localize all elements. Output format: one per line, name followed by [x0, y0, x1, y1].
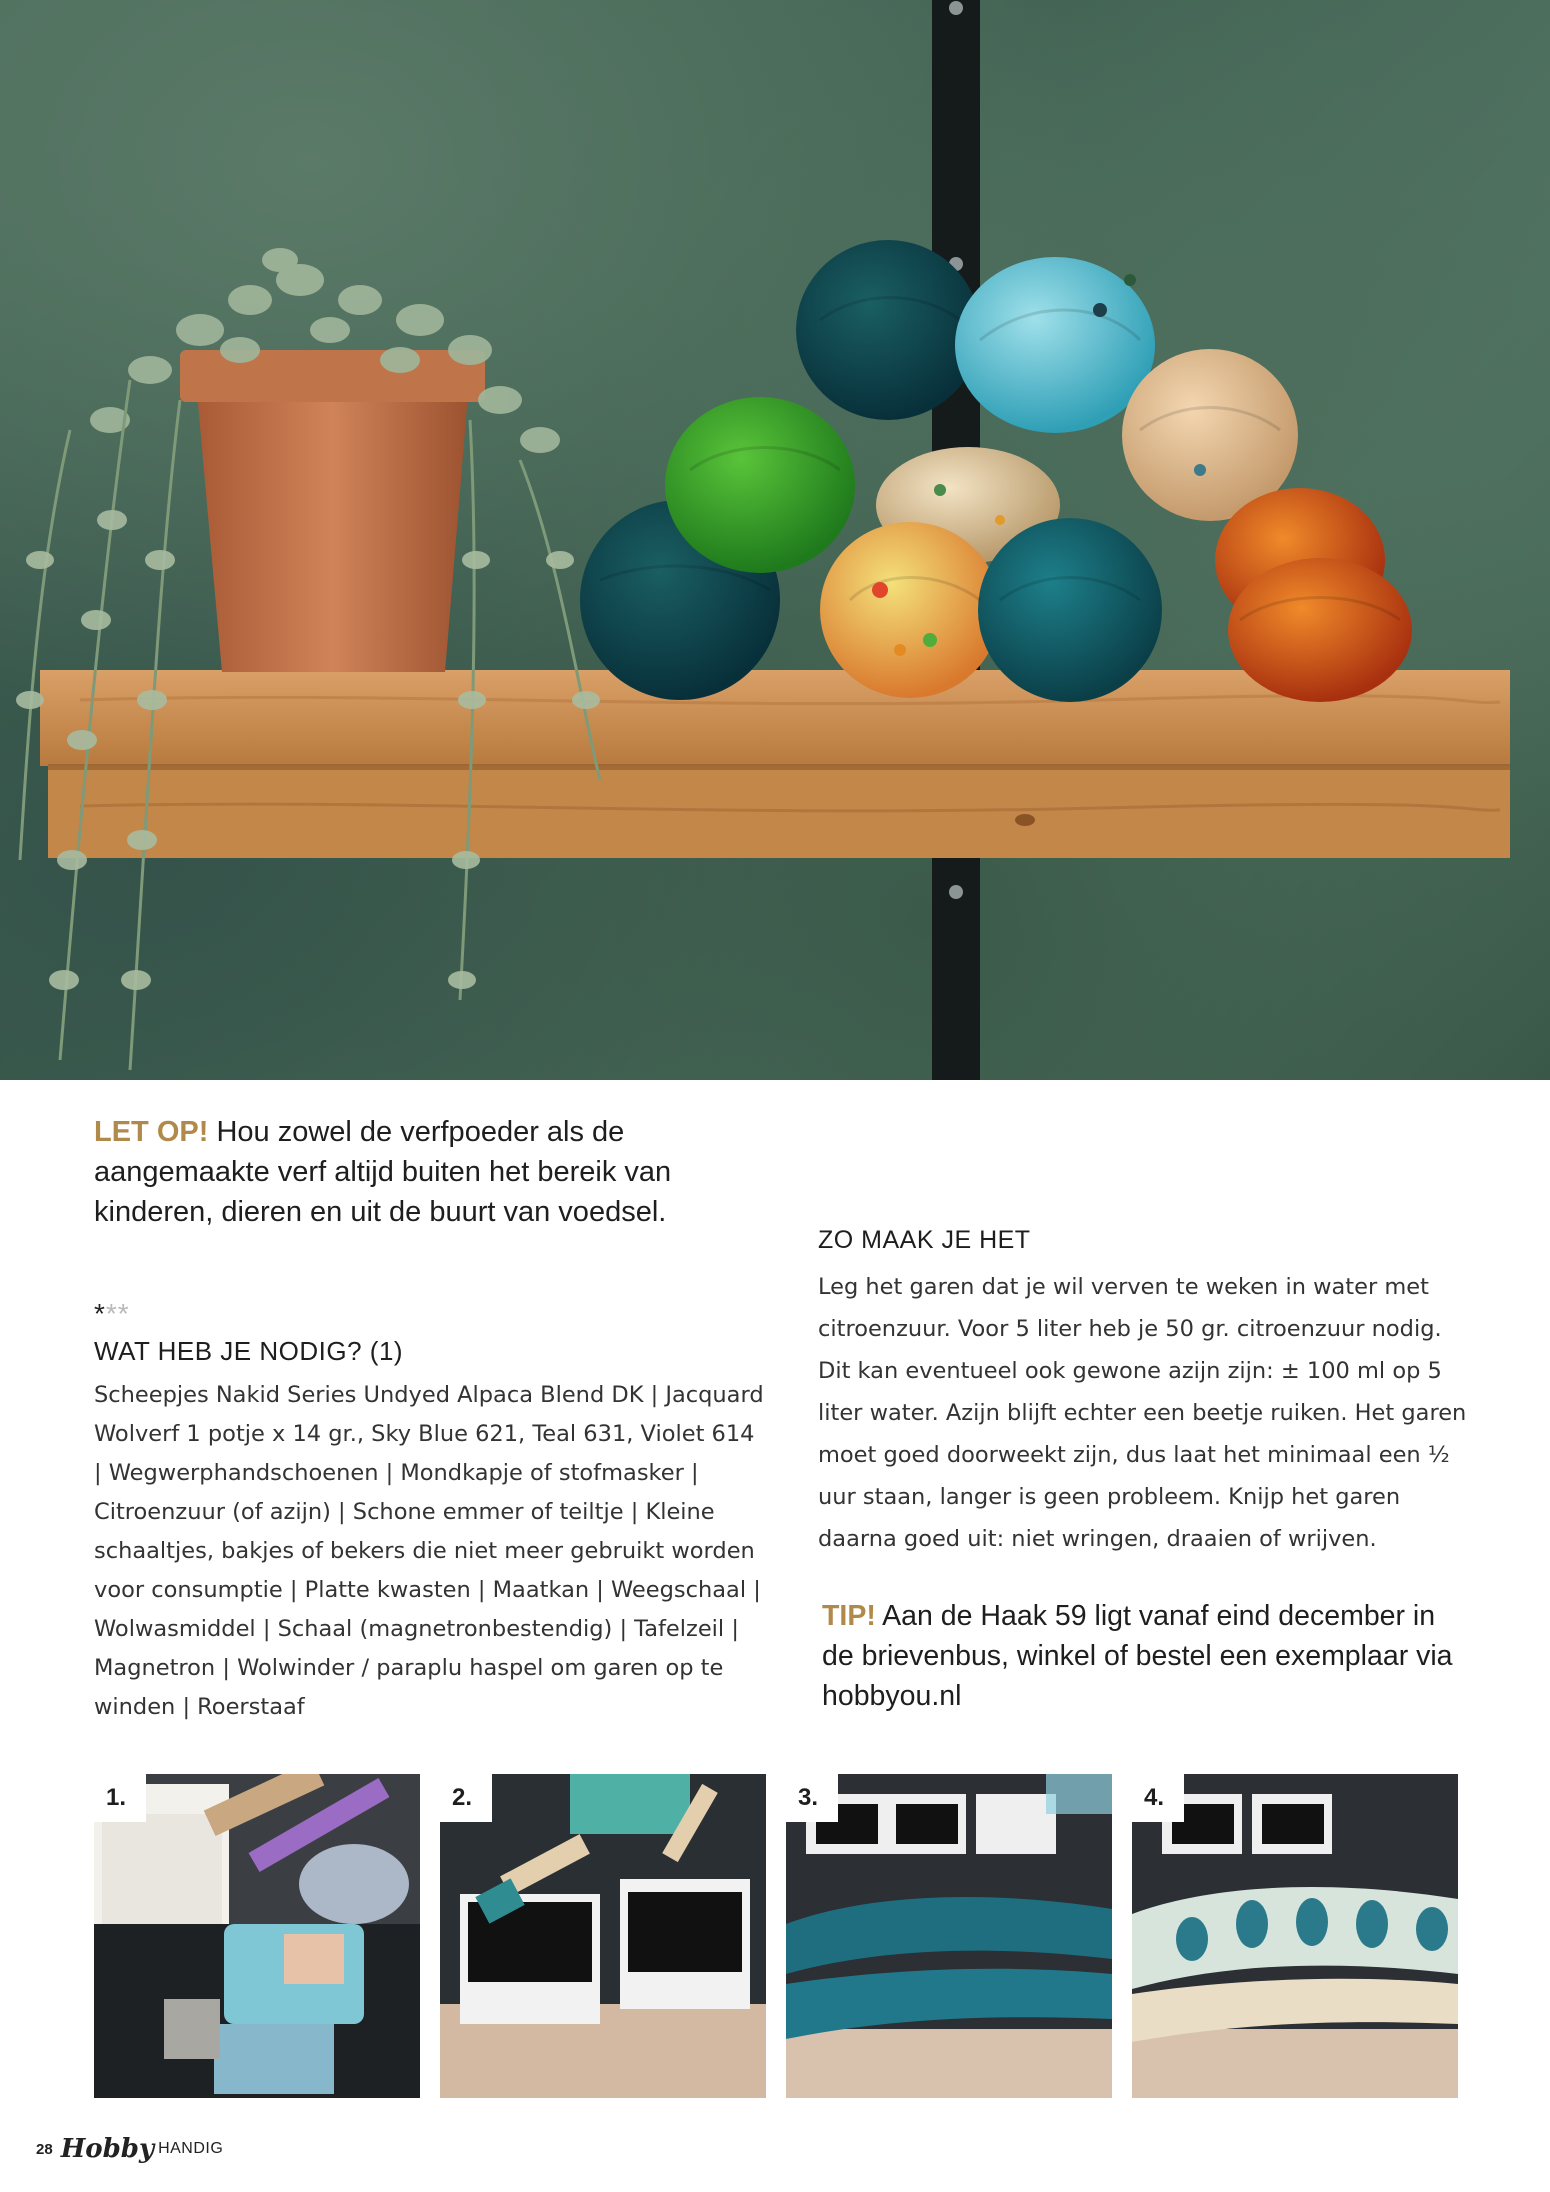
warning-keyword: LET OP!	[94, 1116, 209, 1148]
step-number: 4.	[1132, 1774, 1184, 1822]
page-footer	[36, 2132, 223, 2166]
step-photo-1	[94, 1774, 420, 2098]
dye-pots-image	[440, 1774, 766, 2098]
howto-text: Leg het garen dat je wil verven te weken in water met citroenzuur. Voor 5 liter heb je 50 gr. citroenzuur nodig. Dit kan eventueel ook gewone azijn zijn: ± 100 ml op 5 liter water. Azijn blijft echter een beetje ruiken. Het garen moet goed doorweekt zijn, dus laat het minimaal een ½ uur staan, langer is geen probleem. Knijp het garen daarna goed uit: niet wringen, draaien of wrijven.	[818, 1274, 1467, 1552]
difficulty-empty: **	[105, 1298, 130, 1329]
warning-note	[94, 1112, 794, 1232]
tip-note	[822, 1596, 1462, 1716]
hero-photo	[0, 0, 1550, 1080]
step-number: 1.	[94, 1774, 146, 1822]
dyed-yarn-image	[786, 1774, 1112, 2098]
step-photo-2	[440, 1774, 766, 2098]
tip-text: Aan de Haak 59 ligt vanaf eind december in de brievenbus, winkel of bestel een exemplaar via hobbyou.nl	[822, 1600, 1453, 1712]
page-number: 28	[36, 2140, 53, 2158]
tip-keyword: TIP!	[822, 1600, 876, 1632]
difficulty-filled: *	[94, 1298, 106, 1329]
striped-yarn-image	[1132, 1774, 1458, 2098]
difficulty-rating	[94, 1298, 130, 1330]
needed-heading: WAT HEB JE NODIG? (1)	[94, 1336, 404, 1366]
needed-list: Scheepjes Nakid Series Undyed Alpaca Blend DK | Jacquard Wolverf 1 potje x 14 gr., Sky Blue 621, Teal 631, Violet 614 | Wegwerphandschoenen | Mondkapje of stofmasker | Citroenzuur (of azijn) | Schone emmer of teiltje | Kleine schaaltjes, bakjes of bekers die niet meer gebruikt worden voor consumptie | Platte kwasten | Maatkan | Weegschaal | Wolwasmiddel | Schaal (magnetronbestendig) | Tafelzeil | Magnetron | Wolwinder / paraplu haspel om garen op te winden | Roerstaaf	[94, 1382, 764, 1720]
step-number: 3.	[786, 1774, 838, 1822]
step-photo-4	[1132, 1774, 1458, 2098]
howto-heading: ZO MAAK JE HET	[818, 1226, 1031, 1254]
supplies-image	[94, 1774, 420, 2098]
step-number: 2.	[440, 1774, 492, 1822]
step-photo-3	[786, 1774, 1112, 2098]
warning-text: Hou zowel de verfpoeder als de aangemaakte verf altijd buiten het bereik van kinderen, dieren en uit de buurt van voedsel.	[94, 1116, 672, 1228]
yarn-shelf-illustration	[0, 0, 1550, 1080]
magazine-logo: Hobby	[60, 2134, 155, 2164]
magazine-logo-suffix: HANDIG	[158, 2140, 224, 2157]
